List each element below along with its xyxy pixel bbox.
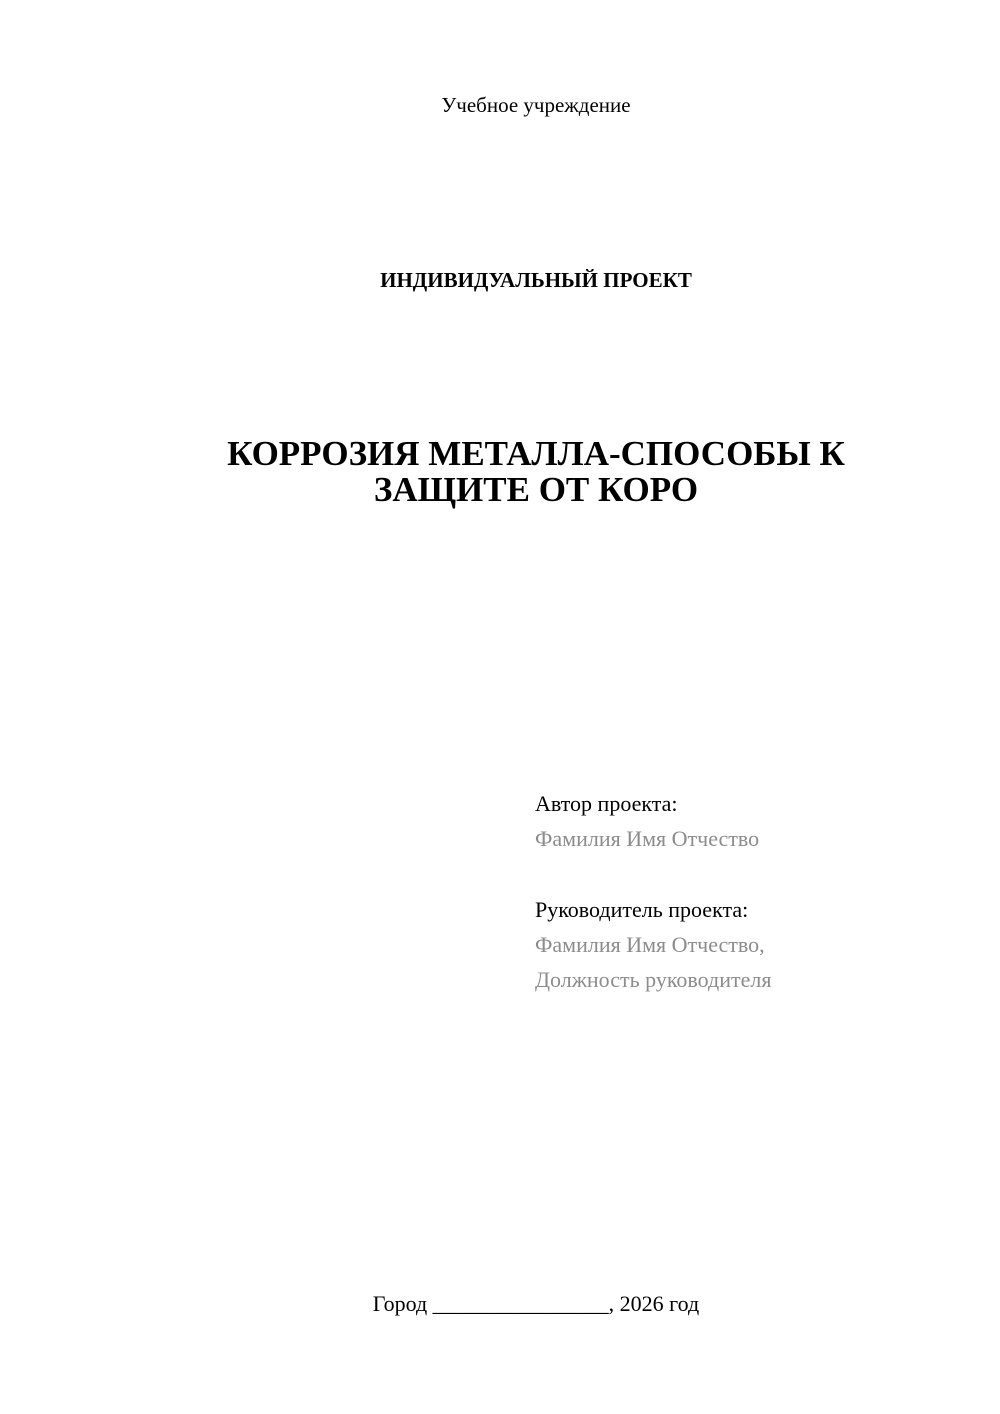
author-name-placeholder: Фамилия Имя Отчество (535, 826, 760, 851)
author-label: Автор проекта: (535, 791, 678, 816)
project-title-line-1: КОРРОЗИЯ МЕТАЛЛА-СПОСОБЫ К (227, 434, 845, 473)
project-title-line-2: ЗАЩИТЕ ОТ КОРО (373, 470, 699, 509)
city-year-line: Город ________________, 2026 год (372, 1291, 700, 1316)
institution-name: Учебное учреждение (441, 93, 631, 117)
author-block (535, 786, 975, 856)
project-type-heading: ИНДИВИДУАЛЬНЫЙ ПРОЕКТ (380, 268, 692, 292)
supervisor-position-placeholder: Должность руководителя (535, 967, 772, 992)
supervisor-label: Руководитель проекта: (535, 897, 749, 922)
supervisor-name-placeholder: Фамилия Имя Отчество, (535, 932, 765, 957)
supervisor-block (535, 892, 975, 997)
project-title (150, 436, 922, 508)
